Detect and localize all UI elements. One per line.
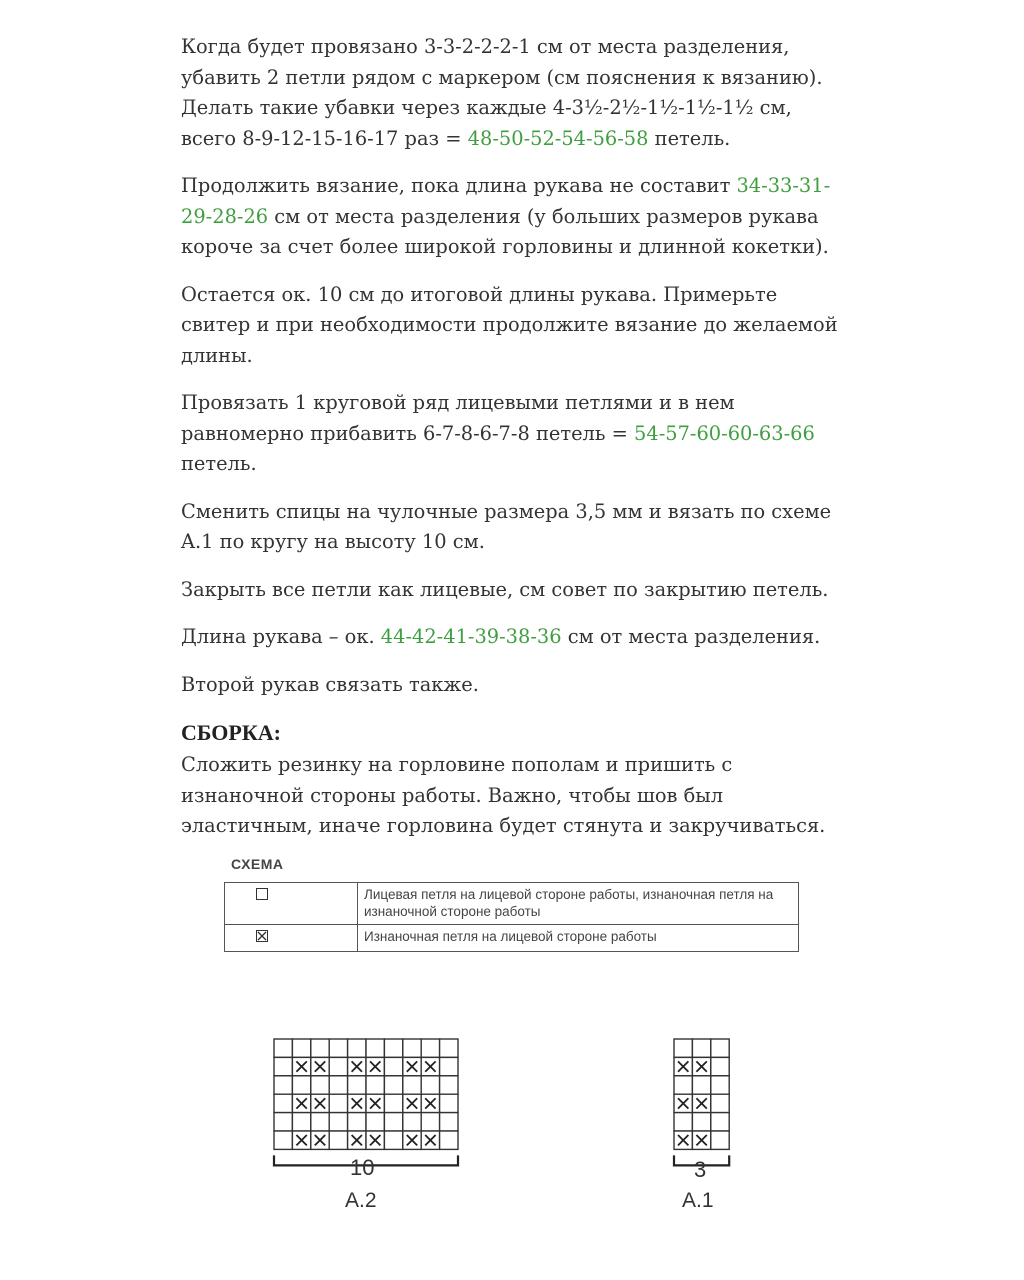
chart-cell [274,1131,292,1149]
chart-cell [366,1076,384,1094]
chart-a1 [672,1037,752,1217]
chart-cell [366,1039,384,1057]
paragraph [181,32,841,154]
chart-cell [440,1057,458,1075]
legend-symbol-cell [225,925,358,952]
paragraph-text: петель. [648,126,731,150]
document-body [181,32,841,859]
chart-cell [329,1131,347,1149]
pattern-instructions [181,32,841,700]
chart-cell [329,1039,347,1057]
chart-a2-stitch-count: 10 [350,1155,375,1180]
paragraph [181,497,841,558]
chart-cell [311,1113,329,1131]
chart-cell [348,1113,366,1131]
paragraph-text: Когда будет провязано 3-3-2-2-2-1 см от места разделения, убавить 2 петли рядом с маркером (см пояснения к вязанию). Делать такие убавки через каждые 4-3½-2½-1½-1½-1½ см, всего 8-9-12-15-16-17 раз = [181,35,823,150]
chart-cell [674,1076,692,1094]
paragraph-text: см от места разделения (у больших размеров рукава короче за счет более широкой горловины и длинной кокетки). [181,204,829,258]
legend-row [225,883,799,925]
chart-cell [384,1057,402,1075]
empty-square-icon [256,888,268,900]
chart-cell [366,1113,384,1131]
chart-cell [674,1039,692,1057]
chart-cell [274,1113,292,1131]
chart-cell [421,1039,439,1057]
chart-cell [440,1076,458,1094]
chart-cell [384,1113,402,1131]
chart-cell [329,1057,347,1075]
paragraph [181,280,841,372]
stitch-count-highlight: 34-33-31-29-28-26 [181,174,831,228]
chart-cell [384,1131,402,1149]
chart-cell [348,1076,366,1094]
chart-cell [274,1039,292,1057]
chart-cell [692,1113,710,1131]
chart-cell [440,1039,458,1057]
chart-cell [440,1131,458,1149]
paragraph-text: Продолжить вязание, пока длина рукава не составит [181,174,737,197]
chart-cell [292,1076,310,1094]
chart-cell [274,1094,292,1112]
chart-cell [384,1094,402,1112]
chart-cell [329,1113,347,1131]
paragraph-text: Остается ок. 10 см до итоговой длины рукава. Примерьте свитер и при необходимости продолжите вязание до желаемой длины. [181,282,838,367]
chart-cell [403,1039,421,1057]
paragraph-text: петель. [181,452,257,475]
chart-cell [292,1039,310,1057]
paragraph [181,388,841,480]
chart-a2 [272,1037,462,1217]
legend-row [225,925,799,952]
chart-cell [440,1113,458,1131]
chart-cell [711,1057,729,1075]
legend-description: Лицевая петля на лицевой стороне работы, изнаночная петля на изнаночной стороне работы [358,883,799,925]
legend-description: Изнаночная петля на лицевой стороне работы [358,925,799,952]
assembly-text: Сложить резинку на горловине пополам и пришить с изнаночной стороны работы. Важно, чтобы шов был эластичным, иначе горловина будет стянута и закручиваться. [181,753,826,837]
stitch-count-highlight: 48-50-52-54-56-58 [467,126,649,150]
paragraph-text: Закрыть все петли как лицевые, см совет по закрытию петель. [181,577,829,601]
paragraph [181,670,841,701]
chart-a1-stitch-count: 3 [694,1157,707,1182]
chart-cell [711,1094,729,1112]
chart-cell [711,1076,729,1094]
chart-cell [403,1113,421,1131]
chart-cell [384,1039,402,1057]
crossed-square-icon [256,930,268,942]
chart-cell [711,1039,729,1057]
schema-legend-table [224,882,799,952]
paragraph-text: Длина рукава – ок. [181,625,381,648]
chart-cell [692,1039,710,1057]
paragraph-text: Сменить спицы на чулочные размера 3,5 мм и вязать по схеме A.1 по кругу на высоту 10 см. [181,499,832,553]
paragraph-text: см от места разделения. [561,625,821,648]
paragraph [181,171,841,263]
chart-a1-grid [672,1037,752,1177]
chart-cell [711,1113,729,1131]
chart-cell [711,1131,729,1149]
chart-cell [274,1057,292,1075]
chart-cell [384,1076,402,1094]
schema-label: СХЕМА [231,856,284,872]
chart-cell [329,1076,347,1094]
paragraph [181,575,841,606]
chart-cell [421,1113,439,1131]
chart-cell [311,1039,329,1057]
chart-cell [692,1076,710,1094]
chart-cell [348,1039,366,1057]
chart-cell [274,1076,292,1094]
chart-cell [329,1094,347,1112]
assembly-heading: СБОРКА: [181,720,281,745]
chart-a2-title: A.2 [345,1189,377,1212]
chart-cell [292,1113,310,1131]
chart-cell [440,1094,458,1112]
paragraph-text: Провязать 1 круговой ряд лицевыми петлями и в нем равномерно прибавить 6-7-8-6-7-8 петель = [181,391,735,445]
chart-cell [674,1113,692,1131]
stitch-count-highlight: 44-42-41-39-38-36 [380,625,562,648]
chart-cell [403,1076,421,1094]
paragraph [181,622,841,653]
chart-cell [311,1076,329,1094]
chart-a1-title: A.1 [682,1189,714,1212]
legend-symbol-cell [225,883,358,925]
chart-cell [421,1076,439,1094]
stitch-count-highlight: 54-57-60-60-63-66 [634,421,815,445]
paragraph-text: Второй рукав связать также. [181,672,479,696]
